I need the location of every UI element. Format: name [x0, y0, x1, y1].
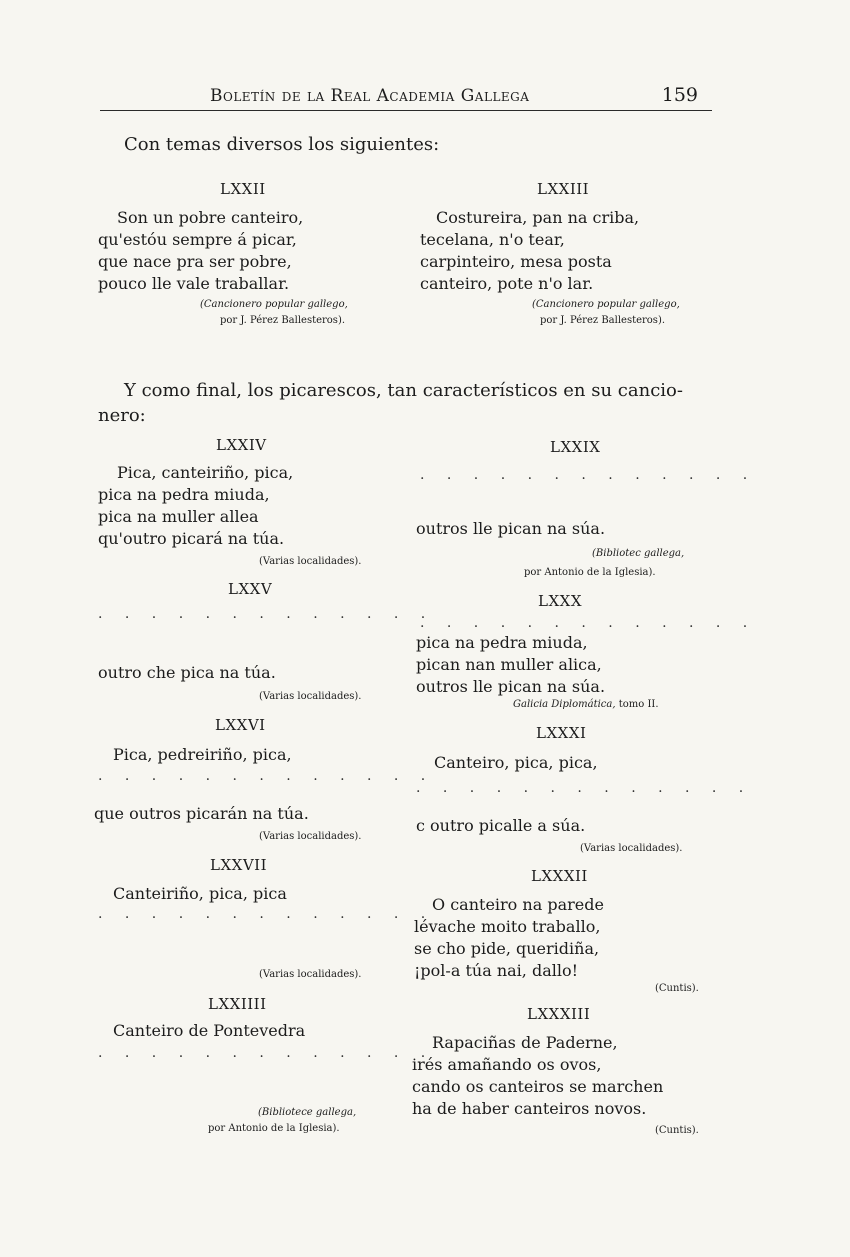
- verse-line: Canteiro, pica, pica,: [434, 753, 598, 772]
- verse-line: qu'estóu sempre á picar,: [98, 230, 297, 249]
- ellipsis-line: . . . . . . . . . . . . .: [420, 615, 757, 631]
- verse-line: outro che pica na túa.: [98, 663, 276, 682]
- poem-source: (Cuntis).: [655, 1125, 699, 1136]
- poem-source: por J. Pérez Ballesteros).: [220, 315, 346, 326]
- verse-line: cando os canteiros se marchen: [412, 1077, 664, 1096]
- poem-source: (Bibliotece gallega,: [258, 1107, 357, 1118]
- verse-line: ¡pol-a túa nai, dallo!: [414, 961, 579, 980]
- verse-line: tecelana, n'o tear,: [420, 230, 565, 249]
- verse-line: canteiro, pote n'o lar.: [420, 274, 594, 293]
- verse-line: lévache moito traballo,: [414, 917, 601, 936]
- page-number: 159: [661, 84, 698, 106]
- poem-source: por J. Pérez Ballesteros).: [540, 315, 666, 326]
- poem-title: LXXXII: [531, 867, 588, 885]
- poem-source: (Varias localidades).: [259, 969, 362, 980]
- verse-line: carpinteiro, mesa posta: [420, 252, 612, 271]
- journal-title: Boletín de la Real Academia Gallega: [210, 86, 530, 106]
- poem-source: (Varias localidades).: [259, 691, 362, 702]
- verse-line: se cho pide, queridiña,: [414, 939, 600, 958]
- poem-source: por Antonio de la Iglesia).: [208, 1123, 340, 1134]
- poem-source: (Cuntis).: [655, 983, 699, 994]
- verse-line: Son un pobre canteiro,: [117, 208, 304, 227]
- poem-title: LXXIII: [537, 180, 590, 198]
- verse-line: pica na pedra miuda,: [416, 633, 588, 652]
- poem-title: LXXIV: [216, 436, 267, 454]
- poem-title: LXXXIII: [527, 1005, 591, 1023]
- intro-paragraph: nero:: [98, 405, 146, 426]
- verse-line: Pica, pedreiriño, pica,: [113, 745, 292, 764]
- verse-line: que nace pra ser pobre,: [98, 252, 292, 271]
- poem-source: (Varias localidades).: [259, 831, 362, 842]
- poem-title: LXXII: [220, 180, 266, 198]
- verse-line: Rapaciñas de Paderne,: [432, 1033, 618, 1052]
- header-rule: [100, 110, 712, 111]
- verse-line: pica na pedra miuda,: [98, 485, 270, 504]
- verse-line: irés amañando os ovos,: [412, 1055, 602, 1074]
- verse-line: que outros picarán na túa.: [94, 804, 309, 823]
- poem-source: Galicia Diplomática, tomo II.: [513, 699, 659, 710]
- verse-line: O canteiro na parede: [432, 895, 604, 914]
- poem-title: LXXX: [538, 592, 582, 610]
- verse-line: Pica, canteiriño, pica,: [117, 463, 294, 482]
- intro-paragraph: Con temas diversos los siguientes:: [124, 134, 440, 155]
- poem-title: LXXIX: [550, 438, 601, 456]
- verse-line: outros lle pican na súa.: [416, 677, 606, 696]
- verse-line: Costureira, pan na criba,: [436, 208, 640, 227]
- ellipsis-line: . . . . . . . . . . . . .: [98, 768, 435, 784]
- ellipsis-line: . . . . . . . . . . . . .: [98, 1045, 435, 1061]
- verse-line: qu'outro picará na túa.: [98, 529, 285, 548]
- ellipsis-line: . . . . . . . . . . . . .: [98, 606, 435, 622]
- poem-source: (Cancionero popular gallego,: [532, 299, 680, 310]
- poem-title: LXXVI: [215, 716, 266, 734]
- verse-line: pica na muller allea: [98, 507, 259, 526]
- verse-line: pouco lle vale traballar.: [98, 274, 290, 293]
- poem-title: LXXV: [228, 580, 273, 598]
- poem-source: (Bibliotec gallega,: [592, 548, 685, 559]
- intro-paragraph: Y como final, los picarescos, tan característicos en su cancio-: [124, 380, 683, 401]
- poem-source: (Varias localidades).: [259, 556, 362, 567]
- verse-line: ha de haber canteiros novos.: [412, 1099, 647, 1118]
- verse-line: c outro picalle a súa.: [416, 816, 586, 835]
- verse-line: pican nan muller alica,: [416, 655, 602, 674]
- poem-title: LXXXI: [536, 724, 587, 742]
- ellipsis-line: . . . . . . . . . . . . .: [98, 906, 435, 922]
- poem-source: (Cancionero popular gallego,: [200, 299, 348, 310]
- poem-title: LXXIIII: [208, 995, 267, 1013]
- verse-line: Canteiro de Pontevedra: [113, 1021, 306, 1040]
- verse-line: outros lle pican na súa.: [416, 519, 606, 538]
- poem-title: LXXVII: [210, 856, 268, 874]
- verse-line: Canteiriño, pica, pica: [113, 884, 287, 903]
- ellipsis-line: . . . . . . . . . . . . .: [416, 780, 753, 796]
- poem-source: por Antonio de la Iglesia).: [524, 567, 656, 578]
- poem-source: (Varias localidades).: [580, 843, 683, 854]
- ellipsis-line: . . . . . . . . . . . . .: [420, 467, 757, 483]
- running-header: [210, 86, 710, 112]
